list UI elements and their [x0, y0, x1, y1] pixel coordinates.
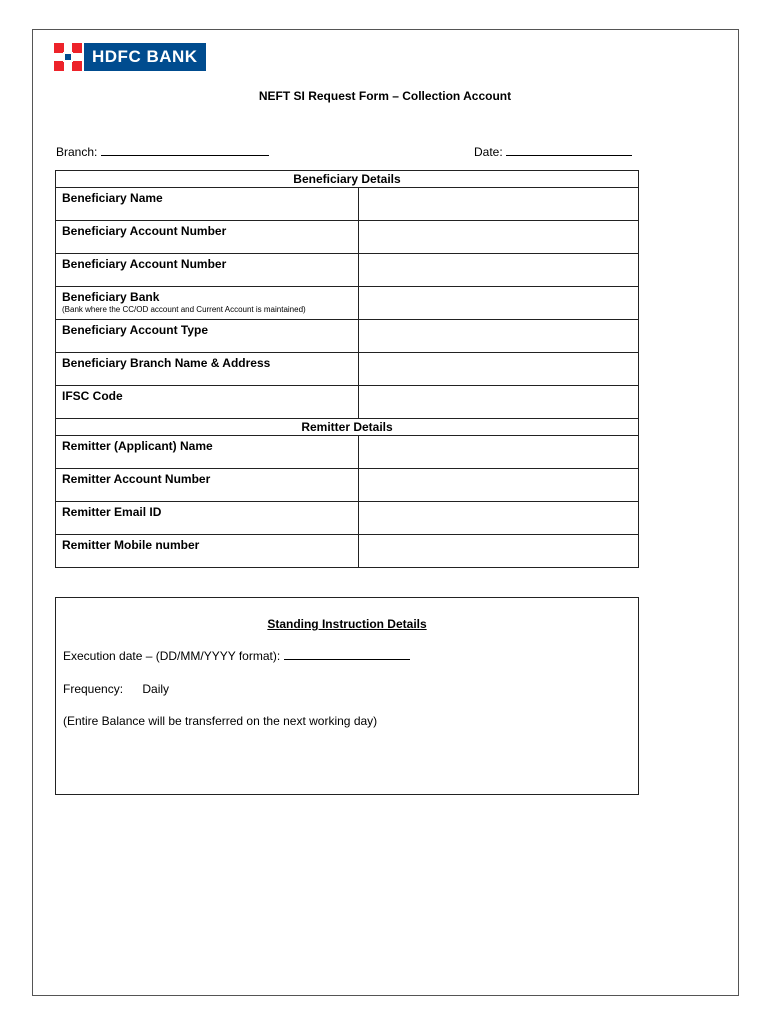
- table-row: [56, 320, 639, 353]
- branch-blank[interactable]: [101, 145, 269, 156]
- remitter-name-value[interactable]: [358, 436, 638, 469]
- standing-instruction-box: [55, 597, 639, 795]
- remitter-section-title: Remitter Details: [56, 419, 639, 436]
- beneficiary-branch-label: Beneficiary Branch Name & Address: [56, 353, 359, 386]
- form-title: NEFT SI Request Form – Collection Account: [258, 89, 512, 103]
- execution-date-label: Execution date – (DD/MM/YYYY format):: [63, 649, 281, 663]
- frequency-line: [63, 682, 169, 696]
- beneficiary-account-number-confirm-value[interactable]: [358, 254, 638, 287]
- ifsc-code-value[interactable]: [358, 386, 638, 419]
- beneficiary-name-label: Beneficiary Name: [56, 188, 359, 221]
- hdfc-logo-mark-icon: [54, 43, 82, 71]
- hdfc-logo: [54, 43, 206, 71]
- remitter-email-label: Remitter Email ID: [56, 502, 359, 535]
- beneficiary-bank-note: (Bank where the CC/OD account and Current Account is maintained): [62, 305, 306, 314]
- beneficiary-account-number-confirm-label: Beneficiary Account Number: [56, 254, 359, 287]
- date-blank[interactable]: [506, 145, 632, 156]
- beneficiary-branch-value[interactable]: [358, 353, 638, 386]
- remitter-mobile-label: Remitter Mobile number: [56, 535, 359, 568]
- table-row: [56, 353, 639, 386]
- beneficiary-account-type-value[interactable]: [358, 320, 638, 353]
- beneficiary-account-type-label: Beneficiary Account Type: [56, 320, 359, 353]
- transfer-note: (Entire Balance will be transferred on the next working day): [63, 714, 378, 728]
- standing-instruction-title: Standing Instruction Details: [267, 617, 427, 631]
- remitter-name-label: Remitter (Applicant) Name: [56, 436, 359, 469]
- details-table: [55, 170, 639, 568]
- remitter-account-number-label: Remitter Account Number: [56, 469, 359, 502]
- execution-date-blank[interactable]: [284, 649, 410, 660]
- table-row: [56, 436, 639, 469]
- date-field[interactable]: [474, 145, 632, 159]
- date-label: Date:: [474, 145, 503, 159]
- beneficiary-name-value[interactable]: [358, 188, 638, 221]
- beneficiary-bank-label: Beneficiary Bank: [62, 290, 160, 304]
- remitter-email-value[interactable]: [358, 502, 638, 535]
- beneficiary-section-title: Beneficiary Details: [56, 171, 639, 188]
- remitter-account-number-value[interactable]: [358, 469, 638, 502]
- beneficiary-bank-value[interactable]: [358, 287, 638, 320]
- beneficiary-account-number-label: Beneficiary Account Number: [56, 221, 359, 254]
- branch-field[interactable]: [56, 145, 269, 159]
- beneficiary-account-number-value[interactable]: [358, 221, 638, 254]
- ifsc-code-label: IFSC Code: [56, 386, 359, 419]
- table-row: [56, 221, 639, 254]
- remitter-mobile-value[interactable]: [358, 535, 638, 568]
- table-row: [56, 188, 639, 221]
- brand-name: HDFC BANK: [84, 43, 206, 71]
- table-row: [56, 535, 639, 568]
- table-row: [56, 502, 639, 535]
- table-row: [56, 254, 639, 287]
- frequency-value: Daily: [142, 682, 170, 696]
- table-row: [56, 287, 639, 320]
- beneficiary-bank-cell: [56, 287, 359, 320]
- table-row: [56, 386, 639, 419]
- frequency-label: Frequency:: [63, 682, 124, 696]
- branch-label: Branch:: [56, 145, 98, 159]
- table-row: [56, 469, 639, 502]
- execution-date-field[interactable]: [63, 649, 410, 663]
